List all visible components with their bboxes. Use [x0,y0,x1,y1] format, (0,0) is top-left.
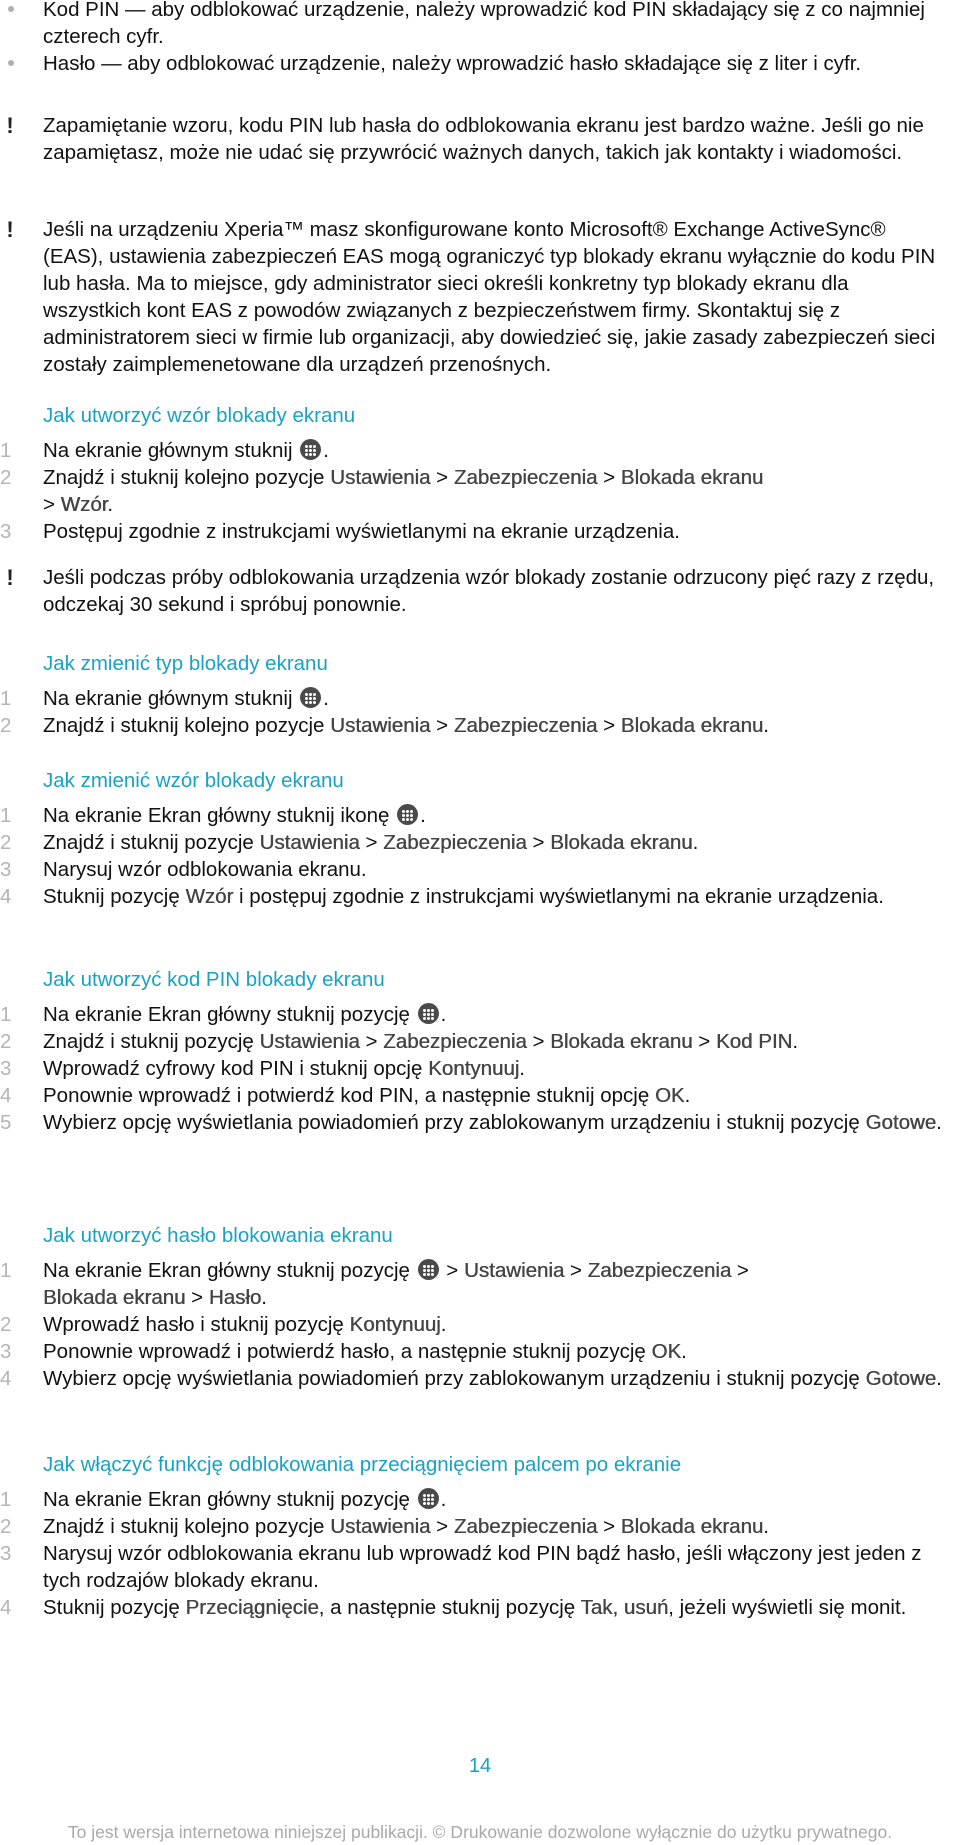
ui-term-ok: OK [651,1340,682,1363]
note-text: Jeśli podczas próby odblokowania urządzenia wzór blokady zostanie odrzucony pięć razy z rzędu, odczekaj 30 sekund i spróbuj ponownie. [43,566,935,616]
step-text: Wybierz opcję wyświetlania powiadomień przy zablokowanym urządzeniu i stuknij pozycję [43,1367,860,1390]
step-text: Znajdź i stuknij pozycje [43,831,254,854]
step-text: , a następnie stuknij pozycję [318,1596,576,1619]
warning-icon: ! [6,113,14,138]
apps-icon [418,1488,439,1509]
step-text: Narysuj wzór odblokowania ekranu lub wprowadź kod PIN bądź hasło, jeśli włączony jest jeden z tych rodzajów blokady ekranu. [43,1542,922,1592]
step-text: Na ekranie Ekran główny stuknij ikonę [43,804,390,827]
warning-icon: ! [6,565,14,590]
step: 4 Wybierz opcję wyświetlania powiadomień przy zablokowanym urządzeniu i stuknij pozycję Gotowe. [0,1367,942,1390]
page-number: 14 [468,1755,492,1777]
step-number: 1 [0,439,12,462]
bullet-text: Kod PIN — aby odblokować urządzenie, należy wprowadzić kod PIN składający się z co najmniej czterech cyfr. [43,0,925,48]
bullet-password [0,50,960,77]
ui-term-settings: Ustawienia [259,1030,360,1053]
step: 1 Na ekranie Ekran główny stuknij pozycję . [0,1003,447,1026]
step-number: 4 [0,885,12,908]
step-number: 2 [0,1515,12,1538]
ui-term-swipe: Przeciągnięcie [185,1596,319,1619]
step-number: 1 [0,687,12,710]
step-text: Na ekranie głównym stuknij [43,439,293,462]
ui-term-security: Zabezpieczenia [383,831,527,854]
note-text: Jeśli na urządzeniu Xperia™ masz skonfigurowane konto Microsoft® Exchange ActiveSync® (EAS), ustawienia zabezpieczeń EAS mogą ograniczyć typ blokady ekranu wyłącznie do kodu PIN lub hasła. Ma to miejsce, gdy administrator sieci określi konkretny typ blokady ekranu dla wszystkich kont EAS z powodów związanych z bezpieczeństwem firmy. Skontaktuj się z administratorem sieci w firmie lub organizacji, aby dowiedzieć się, jakie zasady zabezpieczeń sieci zostały zaimplemenetowane dla urządzeń przenośnych. [43,218,936,376]
bullet-dot-icon [8,60,14,66]
ui-term-screen-lock: Blokada ekranu [620,1515,764,1538]
ui-term-ok: OK [654,1084,685,1107]
bullet-dot-icon [8,6,14,12]
apps-icon [397,804,418,825]
ui-term-continue: Kontynuuj [428,1057,520,1080]
step [0,518,960,545]
step-text: Wybierz opcję wyświetlania powiadomień przy zablokowanym urządzeniu i stuknij pozycję [43,1111,860,1134]
step-text: Na ekranie Ekran główny stuknij pozycję [43,1488,410,1511]
apps-icon [418,1259,439,1280]
step-number: 2 [0,1313,12,1336]
step-number: 1 [0,1259,12,1282]
ui-term-screen-lock: Blokada ekranu [620,466,764,489]
section-title: Jak utworzyć kod PIN blokady ekranu [43,968,385,991]
step-text: Stuknij pozycję [43,1596,180,1619]
ui-term-pattern: Wzór [185,885,234,908]
note-remember [0,112,960,166]
bullet-pin [0,0,960,50]
step: 2 Znajdź i stuknij kolejno pozycje Ustawienia > Zabezpieczenia > Blokada ekranu. [0,1515,769,1538]
step: 1 Na ekranie Ekran główny stuknij ikonę . [0,804,426,827]
step: 1 Na ekranie głównym stuknij . [0,439,329,462]
ui-term-settings: Ustawienia [259,831,360,854]
step-text: Stuknij pozycję [43,885,180,908]
step-number: 3 [0,520,12,543]
step: 3 Wprowadź cyfrowy kod PIN i stuknij opcję Kontynuuj. [0,1057,525,1080]
step-text: Na ekranie Ekran główny stuknij pozycję [43,1003,410,1026]
step-text: Postępuj zgodnie z instrukcjami wyświetlanymi na ekranie urządzenia. [43,520,680,543]
ui-term-settings: Ustawienia [463,1259,565,1282]
step: 2 Znajdź i stuknij pozycję Ustawienia > Zabezpieczenia > Blokada ekranu > Kod PIN. [0,1030,799,1053]
ui-term-security: Zabezpieczenia [587,1259,732,1282]
step: 1 Na ekranie Ekran główny stuknij pozycję > Ustawienia > Zabezpieczenia > Blokada ekranu > Hasło. [0,1259,749,1309]
step-number: 1 [0,1488,12,1511]
step: 1 Na ekranie Ekran główny stuknij pozycję . [0,1488,447,1511]
step-number: 3 [0,1542,12,1565]
step-text: Znajdź i stuknij kolejno pozycje [43,714,325,737]
step-number: 2 [0,466,12,489]
ui-term-security: Zabezpieczenia [383,1030,527,1053]
ui-term-password: Hasło [208,1286,262,1309]
step-text: i postępuj zgodnie z instrukcjami wyświetlanymi na ekranie urządzenia. [238,885,884,908]
step-text: Wprowadź cyfrowy kod PIN i stuknij opcję [43,1057,423,1080]
ui-term-settings: Ustawienia [330,714,431,737]
step: 2 Znajdź i stuknij kolejno pozycje Ustawienia > Zabezpieczenia > Blokada ekranu > Wzór. [0,466,764,516]
step-number: 5 [0,1111,12,1134]
ui-term-settings: Ustawienia [330,1515,431,1538]
note-eas [0,216,960,378]
section-title: Jak zmienić wzór blokady ekranu [43,769,344,792]
step-text: Narysuj wzór odblokowania ekranu. [43,858,367,881]
ui-term-done: Gotowe [865,1367,937,1390]
note-attempts [0,564,960,618]
step [0,883,960,910]
footer-note: To jest wersja internetowa niniejszej publikacji. © Drukowanie dozwolone wyłącznie do użytku prywatnego. [67,1822,893,1842]
ui-term-pin: Kod PIN [715,1030,793,1053]
ui-term-security: Zabezpieczenia [453,1515,598,1538]
step-number: 4 [0,1084,12,1107]
step-number: 2 [0,714,12,737]
step: 2 Znajdź i stuknij pozycje Ustawienia > Zabezpieczenia > Blokada ekranu. [0,831,699,854]
step-number: 1 [0,1003,12,1026]
step: 2 Znajdź i stuknij kolejno pozycje Ustawienia > Zabezpieczenia > Blokada ekranu. [0,714,769,737]
bullet-text: Hasło — aby odblokować urządzenie, należy wprowadzić hasło składające się z liter i cyfr. [43,52,862,75]
step-text: Na ekranie głównym stuknij [43,687,293,710]
section-title: Jak włączyć funkcję odblokowania przeciągnięciem palcem po ekranie [43,1453,682,1476]
warning-icon: ! [6,217,14,242]
step [0,1594,960,1621]
ui-term-screen-lock: Blokada ekranu [620,714,764,737]
step-text: Znajdź i stuknij pozycję [43,1030,254,1053]
section-title: Jak utworzyć hasło blokowania ekranu [43,1224,393,1247]
step [0,1540,960,1594]
step-text: Na ekranie Ekran główny stuknij pozycję [43,1259,410,1282]
ui-term-security: Zabezpieczenia [453,466,598,489]
ui-term-settings: Ustawienia [330,466,431,489]
apps-icon [418,1003,439,1024]
step: 4 Ponownie wprowadź i potwierdź kod PIN, a następnie stuknij opcję OK. [0,1084,691,1107]
apps-icon [300,687,321,708]
step-number: 2 [0,1030,12,1053]
ui-term-yes-remove: Tak, usuń [580,1596,669,1619]
apps-icon [300,439,321,460]
step [0,856,960,883]
step: 2 Wprowadź hasło i stuknij pozycję Kontynuuj. [0,1313,447,1336]
step-number: 3 [0,858,12,881]
step-number: 3 [0,1057,12,1080]
step-text: Wprowadź hasło i stuknij pozycję [43,1313,344,1336]
step: 5 Wybierz opcję wyświetlania powiadomień przy zablokowanym urządzeniu i stuknij pozycję Gotowe. [0,1111,942,1134]
ui-term-screen-lock: Blokada ekranu [43,1286,186,1309]
section-title: Jak utworzyć wzór blokady ekranu [43,404,356,427]
ui-term-continue: Kontynuuj [349,1313,441,1336]
ui-term-screen-lock: Blokada ekranu [550,831,693,854]
step-text: Ponownie wprowadź i potwierdź hasło, a następnie stuknij pozycję [43,1340,646,1363]
step-number: 4 [0,1596,12,1619]
step-number: 1 [0,804,12,827]
step-number: 2 [0,831,12,854]
step-number: 4 [0,1367,12,1390]
step-text: Znajdź i stuknij kolejno pozycje [43,1515,325,1538]
ui-term-screen-lock: Blokada ekranu [550,1030,693,1053]
step-text: , jeżeli wyświetli się monit. [668,1596,907,1619]
section-title: Jak zmienić typ blokady ekranu [43,652,328,675]
ui-term-done: Gotowe [865,1111,937,1134]
note-text: Zapamiętanie wzoru, kodu PIN lub hasła do odblokowania ekranu jest bardzo ważne. Jeśli go nie zapamiętasz, może nie udać się przywrócić ważnych danych, takich jak kontakty i wiadomości. [43,114,924,164]
ui-term-security: Zabezpieczenia [453,714,598,737]
step-text: Znajdź i stuknij kolejno pozycje [43,466,325,489]
ui-term-pattern: Wzór [60,493,108,516]
step-text: Ponownie wprowadź i potwierdź kod PIN, a następnie stuknij opcję [43,1084,650,1107]
step: 1 Na ekranie głównym stuknij . [0,687,329,710]
step-number: 3 [0,1340,12,1363]
step: 3 Ponownie wprowadź i potwierdź hasło, a następnie stuknij pozycję OK. [0,1340,687,1363]
